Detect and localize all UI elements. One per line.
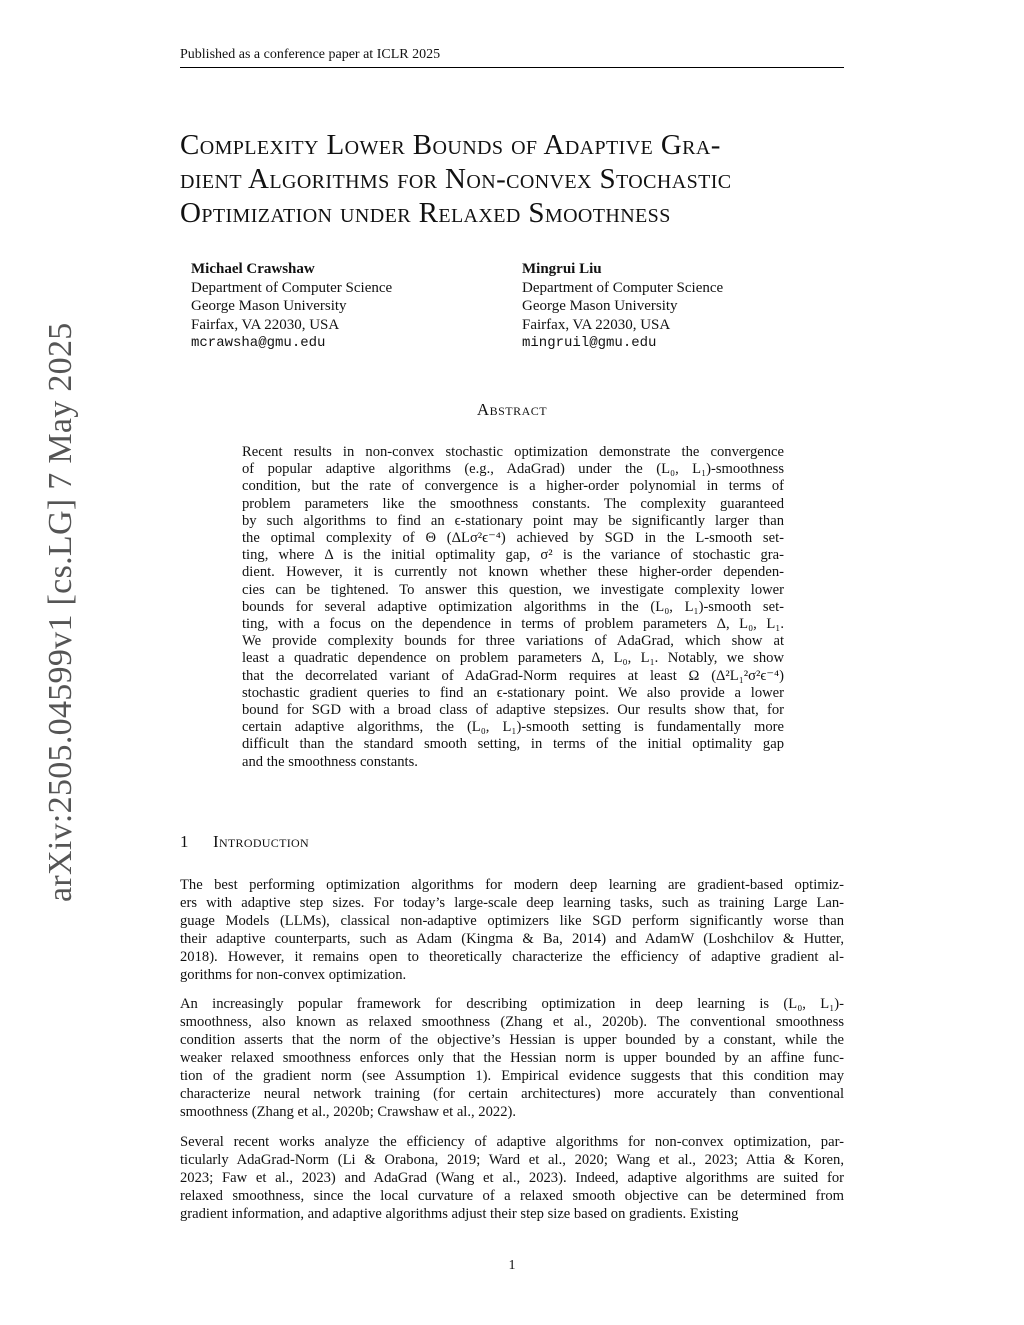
text-line: ticularly AdaGrad-Norm (Li & Orabona, 2019; Ward et al., 2020; Wang et al., 2023; Attia & Koren, [180, 1152, 844, 1168]
text-line: their adaptive counterparts, such as Adam (Kingma & Ba, 2014) and AdamW (Loshchilov & Hutter, [180, 931, 844, 947]
author-name: Michael Crawshaw [191, 261, 315, 277]
text-line: characterize neural network training (for certain architectures) more accurately than conventional [180, 1086, 844, 1102]
abstract-heading: Abstract [476, 400, 548, 419]
paper-title [180, 128, 860, 230]
text-line: ers with adaptive step sizes. For today’s large-scale deep learning tasks, such as training Large Lan- [180, 895, 844, 911]
title-line: Complexity Lower Bounds of Adaptive Gra- [180, 129, 721, 161]
text-line: of popular adaptive algorithms (e.g., AdaGrad) under the (L₀, L₁)-smoothness [242, 461, 784, 478]
text-line: 2023; Faw et al., 2023) and AdaGrad (Wang et al., 2023). Indeed, adaptive algorithms are suited for [180, 1170, 844, 1186]
text-line: stochastic gradient queries to find an ϵ-stationary point. We also provide a lower [242, 684, 784, 701]
text-line: cies can be tightened. To answer this question, we investigate complexity lower [242, 581, 784, 598]
intro-paragraph-1 [180, 876, 844, 984]
text-line: smoothness, also known as relaxed smoothness (Zhang et al., 2020b). The conventional smoothness [180, 1014, 844, 1030]
text-line: difficult than the standard smooth setting, in terms of the initial optimality gap [242, 736, 784, 753]
title-line: dient Algorithms for Non-convex Stochastic [180, 163, 732, 195]
arxiv-identifier-stamp: arXiv:2505.04599v1 [cs.LG] 7 May 2025 [42, 322, 79, 902]
text-line: tion of the gradient norm (see Assumption 1). Empirical evidence suggests that this condition may [180, 1068, 844, 1084]
abstract-body [242, 444, 784, 771]
text-line: that the decorrelated variant of AdaGrad-Norm requires at least Ω (Δ²L₁²σ²ϵ⁻⁴) [242, 667, 784, 684]
author-email: mcrawsha@gmu.edu [191, 335, 326, 352]
title-line: Optimization under Relaxed Smoothness [180, 197, 671, 229]
author-department: Department of Computer Science [191, 279, 393, 296]
section-number: 1 [180, 832, 189, 851]
text-line: relaxed smoothness, since the local curvature of a relaxed smooth objective can be determined from [180, 1188, 844, 1204]
text-line: certain adaptive algorithms, the (L₀, L₁)-smooth setting is fundamentally more [242, 719, 784, 736]
text-line: weaker relaxed smoothness enforces only that the Hessian norm is upper bounded by an affine func- [180, 1050, 844, 1066]
text-line: least a quadratic dependence on problem parameters Δ, L₀, L₁. Notably, we show [242, 650, 784, 667]
text-line: by such algorithms to find an ϵ-stationary point may be significantly larger than [242, 512, 784, 529]
author-department: Department of Computer Science [522, 279, 724, 296]
text-line: gorithms for non-convex optimization. [180, 967, 407, 983]
page-number: 1 [508, 1258, 516, 1273]
author-university: George Mason University [191, 298, 347, 315]
running-head: Published as a conference paper at ICLR 2025 [180, 46, 844, 68]
text-line: 2018). However, it remains open to theoretically characterize the efficiency of adaptive gradient al- [180, 949, 844, 965]
text-line: bounds for several adaptive optimization algorithms in the (L₀, L₁)-smooth set- [242, 598, 784, 615]
text-line: gradient information, and adaptive algorithms adjust their step size based on gradients. Existing [180, 1206, 739, 1222]
author-address: Fairfax, VA 22030, USA [191, 316, 340, 333]
text-line: condition, but the rate of convergence is a higher-order polynomial in terms of [242, 478, 784, 495]
author-block-liu [522, 260, 723, 353]
author-address: Fairfax, VA 22030, USA [522, 316, 671, 333]
text-line: guage Models (LLMs), classical non-adaptive optimizers like SGD perform significantly worse than [180, 913, 844, 929]
text-line: and the smoothness constants. [242, 753, 418, 770]
text-line: problem parameters like the smoothness constants. The complexity guaranteed [242, 495, 784, 512]
text-line: Recent results in non-convex stochastic optimization demonstrate the convergence [242, 444, 784, 460]
section-heading [180, 832, 309, 852]
text-line: bound for SGD with a broad class of adaptive stepsizes. Our results show that, for [242, 702, 784, 719]
intro-paragraph-3 [180, 1133, 844, 1223]
text-line: The best performing optimization algorithms for modern deep learning are gradient-based optimiz- [180, 877, 844, 893]
author-name: Mingrui Liu [522, 261, 602, 277]
author-email: mingruil@gmu.edu [522, 335, 657, 352]
text-line: We provide complexity bounds for three variations of AdaGrad, which show at [242, 633, 784, 650]
text-line: ting, with a focus on the dependence in terms of problem parameters Δ, L₀, L₁. [242, 616, 784, 633]
text-line: condition asserts that the norm of the objective’s Hessian is upper bounded by a constant, while the [180, 1032, 844, 1048]
text-line: An increasingly popular framework for describing optimization in deep learning is (L₀, L₁)- [180, 996, 844, 1012]
intro-paragraph-2 [180, 995, 844, 1121]
text-line: the optimal complexity of Θ (ΔLσ²ϵ⁻⁴) achieved by SGD in the L-smooth set- [242, 530, 784, 547]
text-line: dient. However, it is currently not known whether these higher-order dependen- [242, 564, 784, 581]
section-title: Introduction [213, 832, 309, 851]
text-line: Several recent works analyze the efficiency of adaptive algorithms for non-convex optimization, par- [180, 1134, 844, 1150]
text-line: ting, where Δ is the initial optimality gap, σ² is the variance of stochastic gra- [242, 547, 784, 564]
author-university: George Mason University [522, 298, 678, 315]
author-block-crawshaw [191, 260, 392, 353]
text-line: smoothness (Zhang et al., 2020b; Crawshaw et al., 2022). [180, 1104, 516, 1120]
